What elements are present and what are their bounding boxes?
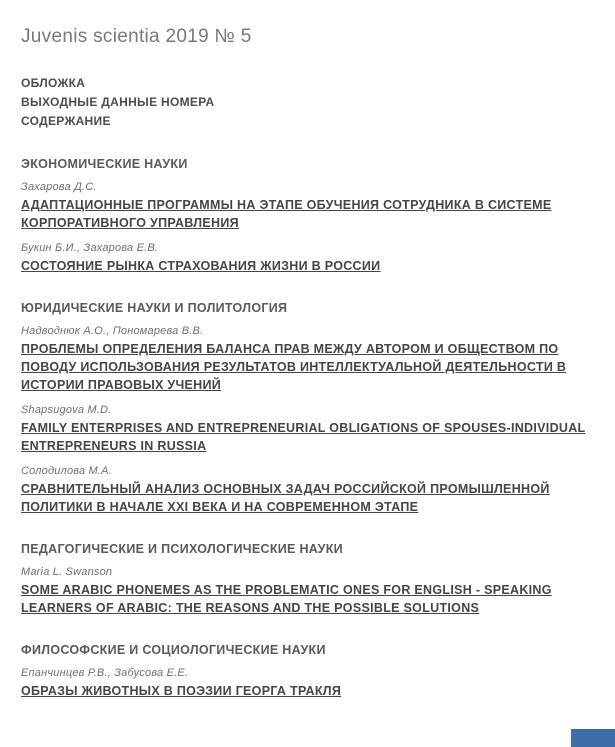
article-item	[21, 242, 593, 275]
article-title-link[interactable]: SOME ARABIC PHONEMES AS THE PROBLEMATIC ONES FOR ENGLISH - SPEAKING LEARNERS OF ARABIC: THE REASONS AND THE POSSIBLE SOLUTIONS	[21, 583, 552, 615]
nav-link-cover[interactable]: ОБЛОЖКА	[21, 76, 86, 90]
article-title-link[interactable]: ОБРАЗЫ ЖИВОТНЫХ В ПОЭЗИИ ГЕОРГА ТРАКЛЯ	[21, 684, 342, 698]
article-title-link[interactable]: ПРОБЛЕМЫ ОПРЕДЕЛЕНИЯ БАЛАНСА ПРАВ МЕЖДУ АВТОРОМ И ОБЩЕСТВОМ ПО ПОВОДУ ИСПОЛЬЗОВАНИЯ РЕЗУЛЬТАТОВ ИНТЕЛЛЕКТУАЛЬНОЙ ДЕЯТЕЛЬНОСТИ В ИСТОРИИ ПРАВОВЫХ УЧЕНИЙ	[21, 342, 567, 392]
article-authors: Букин Б.И., Захарова Е.В.	[21, 242, 159, 254]
footer-edge	[571, 729, 615, 747]
section-heading: ЭКОНОМИЧЕСКИЕ НАУКИ	[21, 157, 188, 171]
article-title-link[interactable]: АДАПТАЦИОННЫЕ ПРОГРАММЫ НА ЭТАПЕ ОБУЧЕНИЯ СОТРУДНИКА В СИСТЕМЕ КОРПОРАТИВНОГО УПРАВЛЕНИЯ	[21, 198, 552, 230]
article-item	[21, 667, 593, 700]
page-title: Juvenis scientia 2019 № 5	[21, 26, 252, 47]
article-title-link[interactable]: СРАВНИТЕЛЬНЫЙ АНАЛИЗ ОСНОВНЫХ ЗАДАЧ РОССИЙСКОЙ ПРОМЫШЛЕННОЙ ПОЛИТИКИ В НАЧАЛЕ XXI ВЕКА И НА СОВРЕМЕННОМ ЭТАПЕ	[21, 482, 550, 514]
issue-nav	[21, 74, 593, 131]
article-item	[21, 181, 593, 232]
article-authors: Епанчинцев Р.В., Забусова Е.Е.	[21, 667, 189, 679]
article-authors: Shapsugova M.D.	[21, 404, 112, 416]
section-economics	[21, 157, 593, 275]
section-heading: ПЕДАГОГИЧЕСКИЕ И ПСИХОЛОГИЧЕСКИЕ НАУКИ	[21, 542, 343, 556]
section-law-politology	[21, 301, 593, 516]
nav-link-imprint[interactable]: ВЫХОДНЫЕ ДАННЫЕ НОМЕРА	[21, 95, 215, 109]
article-authors: Maria L. Swanson	[21, 566, 113, 578]
article-item	[21, 566, 593, 617]
section-heading: ЮРИДИЧЕСКИЕ НАУКИ И ПОЛИТОЛОГИЯ	[21, 301, 288, 315]
article-authors: Солодилова М.А.	[21, 465, 112, 477]
section-heading: ФИЛОСОФСКИЕ И СОЦИОЛОГИЧЕСКИЕ НАУКИ	[21, 643, 326, 657]
nav-link-contents[interactable]: СОДЕРЖАНИЕ	[21, 114, 111, 128]
article-authors: Надводнюк А.О., Пономарева В.В.	[21, 325, 204, 337]
article-title-link[interactable]: FAMILY ENTERPRISES AND ENTREPRENEURIAL OBLIGATIONS OF SPOUSES-INDIVIDUAL ENTREPRENEURS IN RUSSIA	[21, 421, 586, 453]
section-pedagogy-psychology	[21, 542, 593, 617]
section-philosophy-sociology	[21, 643, 593, 700]
article-item	[21, 404, 593, 455]
article-authors: Захарова Д.С.	[21, 181, 97, 193]
article-item	[21, 325, 593, 394]
article-item	[21, 465, 593, 516]
article-title-link[interactable]: СОСТОЯНИЕ РЫНКА СТРАХОВАНИЯ ЖИЗНИ В РОССИИ	[21, 259, 381, 273]
